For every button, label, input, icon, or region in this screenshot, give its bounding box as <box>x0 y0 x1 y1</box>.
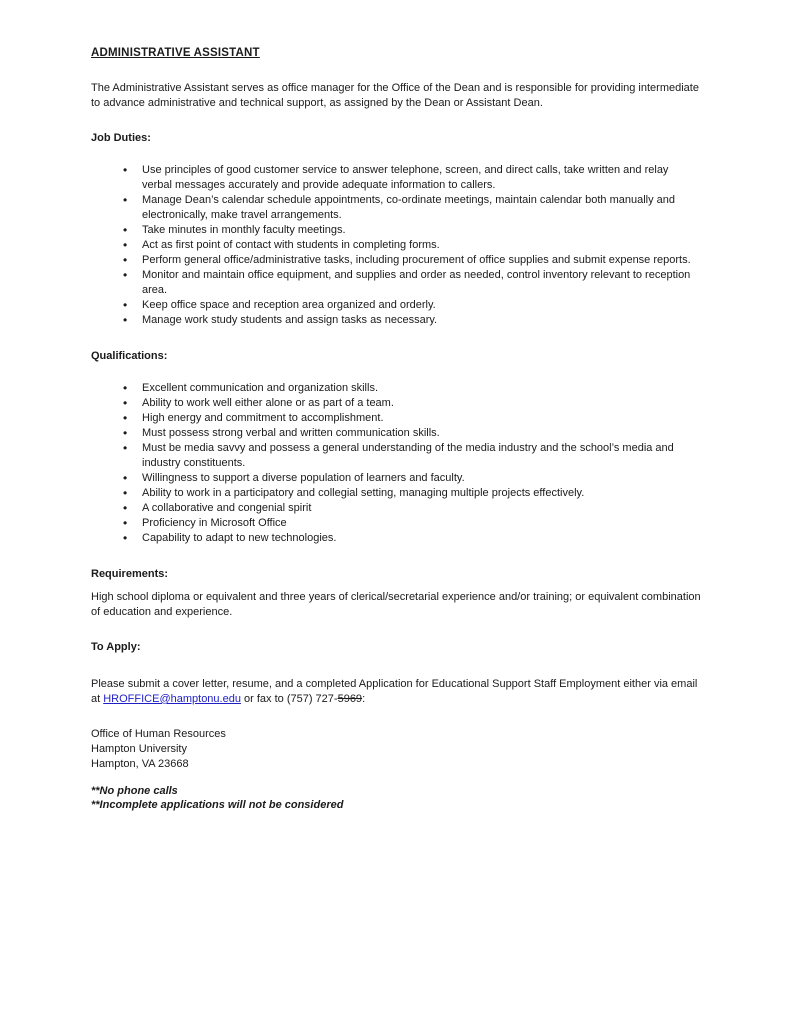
qualification-item <box>121 396 701 411</box>
qualification-item <box>121 516 701 531</box>
job-duty-item <box>121 268 701 298</box>
address-line: Hampton University <box>91 743 187 755</box>
qualification-item <box>121 471 701 486</box>
section-heading-requirements: Requirements: <box>91 568 169 580</box>
qualification-text: Excellent communication and organization skills. <box>142 382 379 394</box>
job-duty-text: Monitor and maintain office equipment, and supplies and order as needed, control inventory relevant to reception area. <box>142 269 691 296</box>
job-duty-text: Manage Dean’s calendar schedule appointments, co-ordinate meetings, maintain calendar both manually and electronically, make travel arrangements. <box>142 194 676 221</box>
qualification-item <box>121 411 701 426</box>
apply-text-after-link: or fax to (757) 727- <box>240 693 338 705</box>
email-link[interactable]: HROFFICE@hamptonu.edu <box>103 693 241 705</box>
job-duty-text: Keep office space and reception area organized and orderly. <box>142 299 436 311</box>
footnote-line: **No phone calls <box>91 785 178 797</box>
section-heading-qualifications: Qualifications: <box>91 350 168 362</box>
qualification-text: Ability to work well either alone or as part of a team. <box>142 397 394 409</box>
job-duty-text: Manage work study students and assign tasks as necessary. <box>142 314 438 326</box>
qualification-item <box>121 501 701 516</box>
job-duty-text: Use principles of good customer service to answer telephone, screen, and direct calls, take written and relay verbal messages accurately and provide adequate information to callers. <box>142 164 669 191</box>
qualification-item <box>121 441 701 471</box>
requirements-paragraph: High school diploma or equivalent and three years of clerical/secretarial experience and/or training; or equivalent combination of education and experience. <box>91 591 701 618</box>
job-duty-item <box>121 313 701 328</box>
job-duty-item <box>121 223 701 238</box>
job-title: ADMINISTRATIVE ASSISTANT <box>91 47 260 59</box>
job-duty-item <box>121 238 701 253</box>
intro-paragraph: The Administrative Assistant serves as office manager for the Office of the Dean and is responsible for providing intermediate to advance administrative and technical support, as assigned by the Dean or Assistant Dean. <box>91 82 699 109</box>
qualifications-list <box>121 381 701 546</box>
qualification-text: Ability to work in a participatory and collegial setting, managing multiple projects effectively. <box>142 487 585 499</box>
qualification-text: Must possess strong verbal and written communication skills. <box>142 427 440 439</box>
section-heading-to-apply: To Apply: <box>91 641 141 653</box>
qualification-text: Proficiency in Microsoft Office <box>142 517 287 529</box>
address-block <box>91 727 703 772</box>
qualification-text: High energy and commitment to accomplishment. <box>142 412 384 424</box>
qualification-text: A collaborative and congenial spirit <box>142 502 312 514</box>
job-duties-list <box>121 163 701 328</box>
apply-paragraph <box>91 677 703 707</box>
job-duty-text: Take minutes in monthly faculty meetings. <box>142 224 346 236</box>
job-duty-text: Act as first point of contact with students in completing forms. <box>142 239 440 251</box>
address-line: Office of Human Resources <box>91 728 226 740</box>
apply-text-before-link: Please submit a cover letter, resume, and a completed Application for Educational Support Staff Employment either via email at <box>91 678 698 705</box>
qualification-text: Willingness to support a diverse population of learners and faculty. <box>142 472 465 484</box>
section-heading-job-duties: Job Duties: <box>91 132 151 144</box>
job-duty-item <box>121 193 701 223</box>
footnotes <box>91 784 703 812</box>
qualification-item <box>121 381 701 396</box>
job-duty-text: Perform general office/administrative tasks, including procurement of office supplies and submit expense reports. <box>142 254 691 266</box>
apply-text-end: : <box>362 693 366 705</box>
job-duty-item <box>121 163 701 193</box>
qualification-item <box>121 426 701 441</box>
job-duty-item <box>121 298 701 313</box>
qualification-item <box>121 531 701 546</box>
qualification-text: Must be media savvy and possess a general understanding of the media industry and the school’s media and industry constituents. <box>142 442 674 469</box>
address-line: Hampton, VA 23668 <box>91 758 189 770</box>
footnote-line: **Incomplete applications will not be considered <box>91 799 344 811</box>
job-duty-item <box>121 253 701 268</box>
qualification-text: Capability to adapt to new technologies. <box>142 532 337 544</box>
qualification-item <box>121 486 701 501</box>
fax-digits-struck: 5969 <box>337 693 363 705</box>
